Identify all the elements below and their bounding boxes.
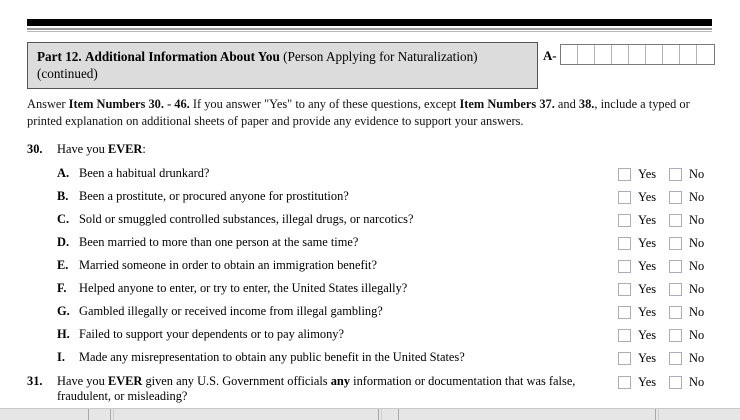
footer-table-divider bbox=[110, 409, 111, 420]
question-30-no-label: No bbox=[689, 304, 705, 319]
question-30-subitem-text: Sold or smuggled controlled substances, illegal drugs, or narcotics? bbox=[79, 212, 414, 226]
question-30-no-label: No bbox=[689, 258, 705, 273]
question-30-subitem bbox=[57, 235, 617, 250]
question-30-yes-label: Yes bbox=[638, 166, 657, 181]
question-30-subitem-letter: A. bbox=[57, 166, 70, 180]
question-30-subitem-answer-row bbox=[618, 282, 730, 296]
instructions-bold-item-range: Item Numbers 30. - 46. bbox=[68, 97, 190, 111]
question-31-number: 31. bbox=[27, 374, 43, 388]
question-30-subitem-answer-row bbox=[618, 259, 730, 273]
question-30-yes-checkbox[interactable] bbox=[618, 237, 631, 250]
question-30-no-checkbox[interactable] bbox=[669, 191, 682, 204]
question-30-no-checkbox[interactable] bbox=[669, 352, 682, 365]
question-31-text-part-3: information or documentation that was false, bbox=[350, 374, 576, 388]
question-31-text-part-1: Have you bbox=[57, 374, 108, 388]
question-30-subitem-answer-row bbox=[618, 351, 730, 365]
question-30-subitem-letter: F. bbox=[57, 281, 67, 295]
alien-number-digit-cell[interactable] bbox=[646, 45, 663, 64]
question-30-no-label: No bbox=[689, 189, 705, 204]
question-30-subitem-answer-row bbox=[618, 236, 730, 250]
question-30-subitem-text: Been married to more than one person at the same time? bbox=[79, 235, 359, 249]
question-30-yes-checkbox[interactable] bbox=[618, 306, 631, 319]
question-30-yes-label: Yes bbox=[638, 235, 657, 250]
question-30-yes-checkbox[interactable] bbox=[618, 168, 631, 181]
question-31-no-checkbox[interactable] bbox=[669, 376, 682, 389]
footer-table-divider bbox=[381, 409, 382, 420]
question-30-yes-label: Yes bbox=[638, 327, 657, 342]
question-30-no-label: No bbox=[689, 235, 705, 250]
question-30-yes-label: Yes bbox=[638, 258, 657, 273]
footer-table-divider bbox=[113, 409, 114, 420]
instructions-bold-item-37: Item Numbers 37. bbox=[459, 97, 555, 111]
footer-table-divider bbox=[88, 409, 89, 420]
question-30-no-checkbox[interactable] bbox=[669, 283, 682, 296]
question-30-subitem-text: Been a habitual drunkard? bbox=[79, 166, 210, 180]
instructions-paragraph bbox=[27, 96, 717, 130]
question-31-emphasis-ever: EVER bbox=[107, 374, 143, 388]
page-top-gray-rule-lower bbox=[27, 31, 712, 32]
alien-number-input[interactable] bbox=[560, 44, 715, 65]
question-30-subitem-letter: G. bbox=[57, 304, 70, 318]
question-30-stem-suffix: : bbox=[142, 142, 146, 156]
instructions-tail: , include a typed or printed explanation on additional sheets of paper and provide any evidence to support your answers. bbox=[27, 97, 690, 128]
footer-table-divider bbox=[398, 409, 399, 420]
question-30-subitem-text: Married someone in order to obtain an immigration benefit? bbox=[79, 258, 377, 272]
question-30-yes-label: Yes bbox=[638, 304, 657, 319]
question-31-yes-label: Yes bbox=[638, 374, 657, 389]
question-31-yes-checkbox[interactable] bbox=[618, 376, 631, 389]
question-30-no-checkbox[interactable] bbox=[669, 168, 682, 181]
instructions-bold-item-38: 38. bbox=[578, 97, 595, 111]
question-30-subitem-text: Failed to support your dependents or to pay alimony? bbox=[79, 327, 344, 341]
question-30-subitem-letter: I. bbox=[57, 350, 65, 364]
footer-table-partial-row bbox=[0, 409, 740, 420]
question-30-subitem bbox=[57, 281, 617, 296]
alien-number-digit-cell[interactable] bbox=[612, 45, 629, 64]
question-30-no-checkbox[interactable] bbox=[669, 329, 682, 342]
question-30-subitem-answer-row bbox=[618, 213, 730, 227]
question-30-yes-label: Yes bbox=[638, 212, 657, 227]
question-30-yes-checkbox[interactable] bbox=[618, 329, 631, 342]
question-31-emphasis-any: any bbox=[330, 374, 351, 388]
alien-number-digit-cell[interactable] bbox=[680, 45, 697, 64]
question-30-yes-checkbox[interactable] bbox=[618, 260, 631, 273]
question-30-yes-label: Yes bbox=[638, 281, 657, 296]
question-30-no-label: No bbox=[689, 166, 705, 181]
question-30-subitem-letter: B. bbox=[57, 189, 69, 203]
page-top-black-rule bbox=[27, 19, 712, 26]
question-30-subitem-answer-row bbox=[618, 190, 730, 204]
footer-table-divider bbox=[378, 409, 379, 420]
question-30-yes-label: Yes bbox=[638, 189, 657, 204]
question-30-subitem bbox=[57, 258, 617, 273]
question-31-no-label: No bbox=[689, 374, 705, 389]
question-30-stem-prefix: Have you bbox=[57, 142, 108, 156]
question-31-text-line-2: fraudulent, or misleading? bbox=[57, 389, 188, 403]
question-30-yes-label: Yes bbox=[638, 350, 657, 365]
question-30-no-label: No bbox=[689, 350, 705, 365]
question-30-subitem-text: Been a prostitute, or procured anyone for prostitution? bbox=[79, 189, 349, 203]
question-30-subitem-answer-row bbox=[618, 328, 730, 342]
alien-number-digit-cell[interactable] bbox=[697, 45, 714, 64]
question-30-subitem-text: Gambled illegally or received income from illegal gambling? bbox=[79, 304, 383, 318]
question-31-text-part-2: given any U.S. Government officials bbox=[142, 374, 331, 388]
question-30-no-checkbox[interactable] bbox=[669, 237, 682, 250]
part-header-box bbox=[27, 42, 538, 89]
question-30-subitem-answer-row bbox=[618, 305, 730, 319]
question-30-no-label: No bbox=[689, 212, 705, 227]
question-30-subitem bbox=[57, 304, 617, 319]
question-31-text bbox=[57, 374, 612, 404]
alien-number-digit-cell[interactable] bbox=[561, 45, 578, 64]
question-30-subitem bbox=[57, 350, 617, 365]
question-30-subitem-letter: H. bbox=[57, 327, 70, 341]
question-30-subitem bbox=[57, 327, 617, 342]
question-30-no-label: No bbox=[689, 327, 705, 342]
question-30-subitem bbox=[57, 212, 617, 227]
page-top-gray-rule-upper bbox=[27, 28, 712, 30]
question-30-subitem bbox=[57, 189, 617, 204]
question-30-no-checkbox[interactable] bbox=[669, 260, 682, 273]
part-header-part-label: Part 12. bbox=[37, 49, 82, 64]
question-30-yes-checkbox[interactable] bbox=[618, 214, 631, 227]
alien-number-label: A- bbox=[543, 48, 557, 63]
question-30-subitem-letter: E. bbox=[57, 258, 69, 272]
question-30-no-label: No bbox=[689, 281, 705, 296]
question-30-subitem-text: Helped anyone to enter, or try to enter, the United States illegally? bbox=[79, 281, 408, 295]
part-header-title-bold: Additional Information About You bbox=[84, 49, 280, 64]
question-30-no-checkbox[interactable] bbox=[669, 214, 682, 227]
alien-number-digit-cell[interactable] bbox=[629, 45, 646, 64]
question-30-subitem-answer-row bbox=[618, 167, 730, 181]
footer-table-divider bbox=[658, 409, 659, 420]
question-30-no-checkbox[interactable] bbox=[669, 306, 682, 319]
question-31-answer-row bbox=[618, 375, 730, 389]
alien-number-digit-cell[interactable] bbox=[663, 45, 680, 64]
question-30-subitem-letter: C. bbox=[57, 212, 70, 226]
instructions-lead: Answer bbox=[27, 97, 69, 111]
instructions-mid-2: and bbox=[554, 97, 579, 111]
alien-number-digit-cell[interactable] bbox=[595, 45, 612, 64]
part-header-title-regular: (Person Applying for Naturalization) (continued) bbox=[37, 49, 478, 82]
instructions-mid-1: If you answer "Yes" to any of these questions, except bbox=[189, 97, 460, 111]
question-30-subitem-text: Made any misrepresentation to obtain any public benefit in the United States? bbox=[79, 350, 465, 364]
footer-table-divider bbox=[655, 409, 656, 420]
question-30-yes-checkbox[interactable] bbox=[618, 352, 631, 365]
question-30-yes-checkbox[interactable] bbox=[618, 283, 631, 296]
question-30-subitem-letter: D. bbox=[57, 235, 70, 249]
question-30-yes-checkbox[interactable] bbox=[618, 191, 631, 204]
question-30-stem-emphasis: EVER bbox=[107, 142, 143, 156]
question-30-stem bbox=[57, 142, 146, 157]
alien-number-digit-cell[interactable] bbox=[578, 45, 595, 64]
part-header-title bbox=[37, 48, 528, 83]
question-30-subitem bbox=[57, 166, 617, 181]
question-30-number: 30. bbox=[27, 142, 43, 156]
